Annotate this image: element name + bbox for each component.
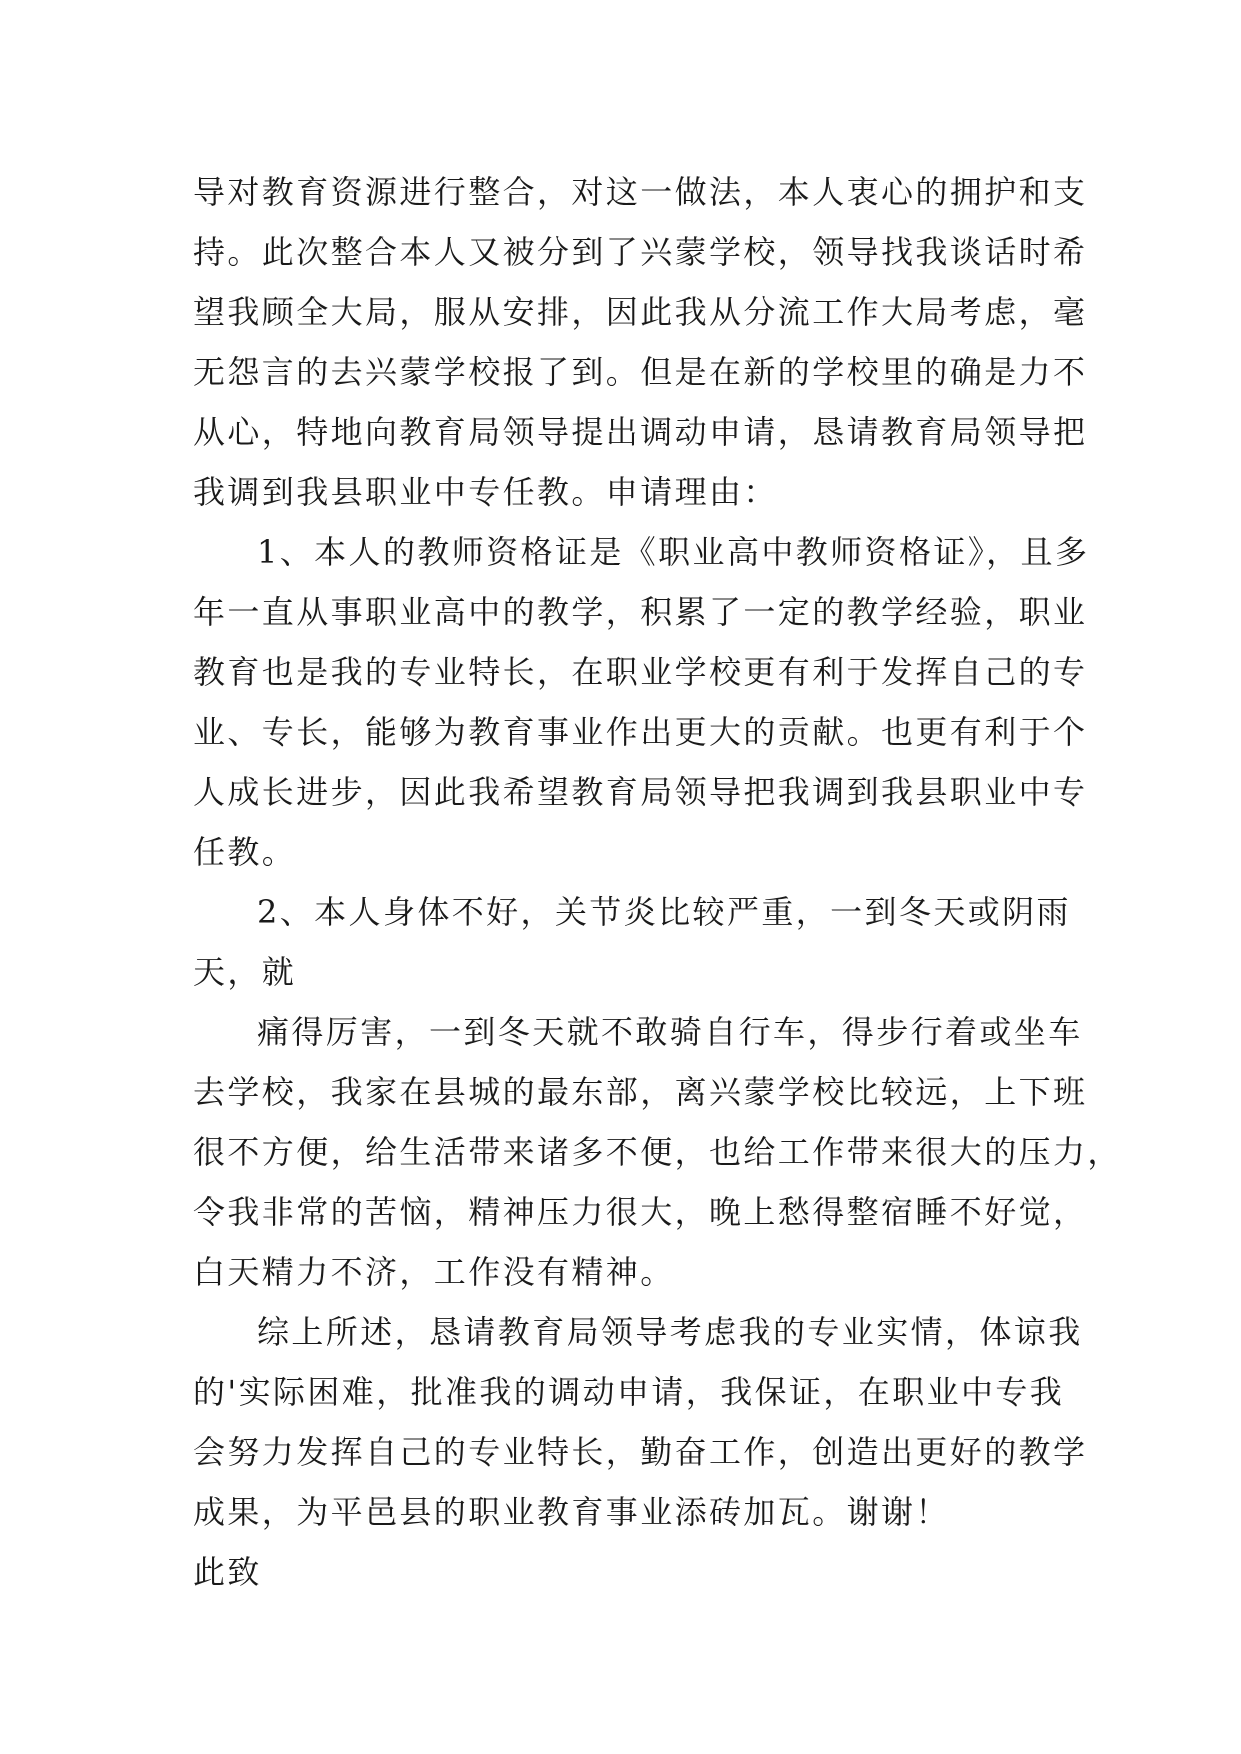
text-line: 望我顾全大局，服从安排，因此我从分流工作大局考虑，毫	[193, 293, 1088, 331]
text-line: 痛得厉害，一到冬天就不敢骑自行车，得步行着或坐车	[257, 1013, 1083, 1051]
closing-salutation: 此致	[193, 1553, 262, 1591]
text-line: 无怨言的去兴蒙学校报了到。但是在新的学校里的确是力不	[193, 353, 1088, 391]
text-line: 白天精力不济，工作没有精神。	[193, 1253, 675, 1291]
text-line: 会努力发挥自己的专业特长，勤奋工作，创造出更好的教学	[193, 1433, 1088, 1471]
text-line: 我调到我县职业中专任教。申请理由：	[193, 473, 778, 511]
text-line: 成果，为平邑县的职业教育事业添砖加瓦。谢谢！	[193, 1493, 950, 1531]
text-line: 从心，特地向教育局领导提出调动申请，恳请教育局领导把	[193, 413, 1088, 451]
text-line: 很不方便，给生活带来诸多不便，也给工作带来很大的压力，	[193, 1133, 1122, 1171]
text-line: 年一直从事职业高中的教学，积累了一定的教学经验，职业	[193, 593, 1088, 631]
text-line: 持。此次整合本人又被分到了兴蒙学校，领导找我谈话时希	[193, 233, 1088, 271]
text-line: 1、本人的教师资格证是《职业高中教师资格证》，且多	[257, 533, 1090, 571]
text-line: 的'实际困难，批准我的调动申请，我保证，在职业中专我	[193, 1373, 1065, 1411]
text-line: 任教。	[193, 833, 297, 871]
text-line: 导对教育资源进行整合，对这一做法，本人衷心的拥护和支	[193, 173, 1088, 211]
text-line: 天，就	[193, 953, 297, 991]
text-line: 去学校，我家在县城的最东部，离兴蒙学校比较远，上下班	[193, 1073, 1088, 1111]
letter-body	[193, 162, 1122, 1602]
text-line: 令我非常的苦恼，精神压力很大，晚上愁得整宿睡不好觉，	[193, 1193, 1088, 1231]
text-line: 人成长进步，因此我希望教育局领导把我调到我县职业中专	[193, 773, 1088, 811]
text-line: 综上所述，恳请教育局领导考虑我的专业实情，体谅我	[257, 1313, 1083, 1351]
text-line: 业、专长，能够为教育事业作出更大的贡献。也更有利于个	[193, 713, 1088, 751]
text-line: 2、本人身体不好，关节炎比较严重，一到冬天或阴雨	[257, 893, 1071, 931]
text-line: 教育也是我的专业特长，在职业学校更有利于发挥自己的专	[193, 653, 1088, 691]
